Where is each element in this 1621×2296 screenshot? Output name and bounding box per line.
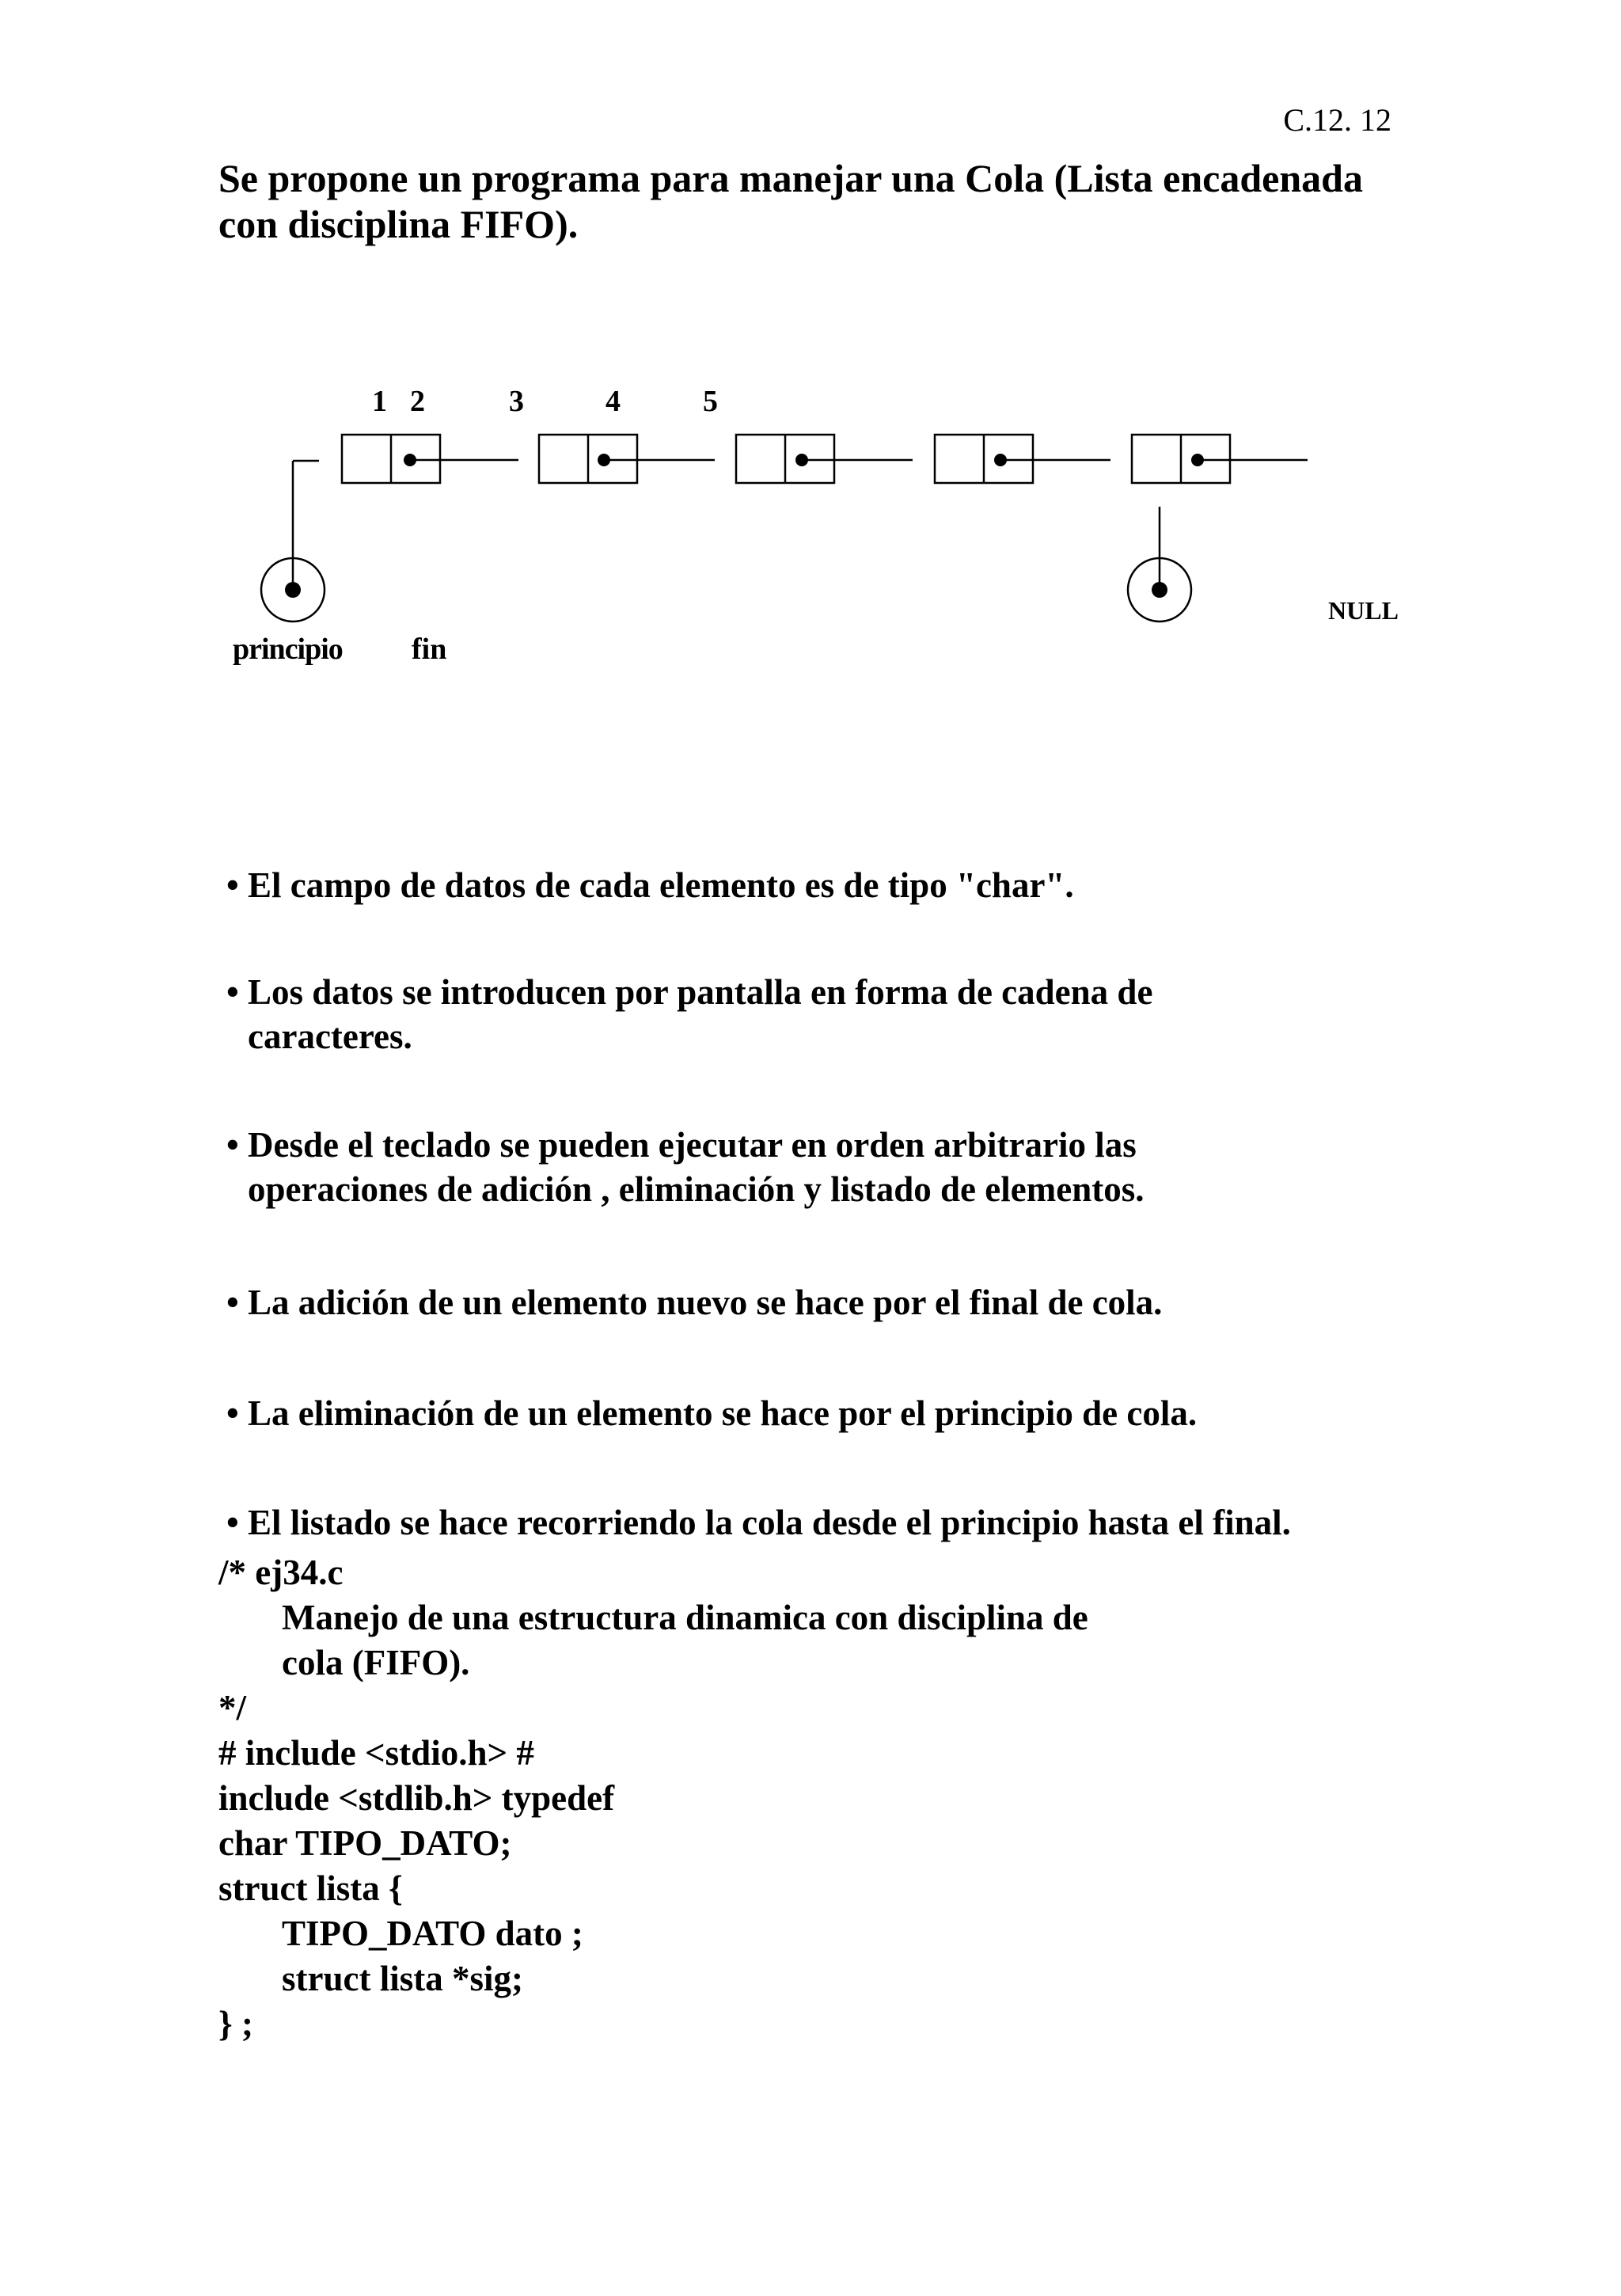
node-3-dot: [795, 454, 808, 466]
code-line: cola (FIFO).: [282, 1643, 470, 1682]
bullet-line: operaciones de adición , eliminación y listado de elementos.: [248, 1169, 1145, 1209]
node-number-2: 2: [410, 385, 425, 418]
bullet-item: [226, 1500, 1291, 1545]
bullet-line: caracteres.: [248, 1017, 412, 1056]
code-line: /* ej34.c: [218, 1553, 344, 1592]
code-line: struct lista {: [218, 1868, 403, 1908]
code-line: # include <stdio.h> #: [218, 1733, 534, 1773]
code-line: struct lista *sig;: [282, 1959, 523, 1998]
node-number-1: 1: [372, 385, 387, 418]
bullet-symbol: •: [226, 1503, 239, 1542]
bullet-line: La eliminación de un elemento se hace por el principio de cola.: [248, 1393, 1198, 1433]
bullet-line: El campo de datos de cada elemento es de tipo "char".: [248, 865, 1074, 905]
code-line: } ;: [218, 2004, 253, 2043]
code-line: char TIPO_DATO;: [218, 1823, 512, 1863]
node-number-3: 3: [509, 385, 524, 418]
bullet-symbol: •: [226, 1125, 239, 1165]
principio-pointer-dot: [285, 582, 301, 598]
code-line: */: [218, 1688, 247, 1728]
code-line: TIPO_DATO dato ;: [282, 1914, 583, 1953]
label-null: NULL: [1328, 596, 1399, 625]
bullet-symbol: •: [226, 1393, 239, 1433]
bullet-item: [226, 1123, 1144, 1211]
label-principio: principio: [233, 633, 343, 666]
bullet-item: [226, 970, 1152, 1059]
node-1-dot: [404, 454, 416, 466]
bullet-line: El listado se hace recorriendo la cola desde el principio hasta el final.: [248, 1503, 1291, 1542]
node-2-dot: [598, 454, 610, 466]
intro-line-2: con disciplina FIFO).: [218, 202, 579, 246]
bullet-symbol: •: [226, 1283, 239, 1322]
node-number-4: 4: [606, 385, 621, 418]
bullet-symbol: •: [226, 972, 239, 1012]
fin-pointer-dot: [1152, 582, 1167, 598]
node-5-dot: [1191, 454, 1204, 466]
label-fin: fin: [412, 633, 447, 666]
code-line: Manejo de una estructura dinamica con disciplina de: [282, 1598, 1088, 1637]
code-line: include <stdlib.h> typedef: [218, 1778, 615, 1818]
bullet-symbol: •: [226, 865, 239, 905]
bullet-item: [226, 1391, 1197, 1435]
page-number: C.12. 12: [1283, 102, 1391, 138]
node-4-dot: [994, 454, 1007, 466]
bullet-line: Desde el teclado se pueden ejecutar en orden arbitrario las: [248, 1125, 1137, 1165]
bullet-line: La adición de un elemento nuevo se hace por el final de cola.: [248, 1283, 1163, 1322]
bullet-item: [226, 1280, 1162, 1325]
code-listing: [218, 1550, 1088, 2047]
node-number-5: 5: [703, 385, 718, 418]
bullet-item: [226, 863, 1074, 907]
intro-line-1: Se propone un programa para manejar una Cola (Lista encadenada: [218, 156, 1363, 200]
queue-diagram: [0, 0, 1621, 713]
bullet-line: Los datos se introducen por pantalla en forma de cadena de: [248, 972, 1153, 1012]
